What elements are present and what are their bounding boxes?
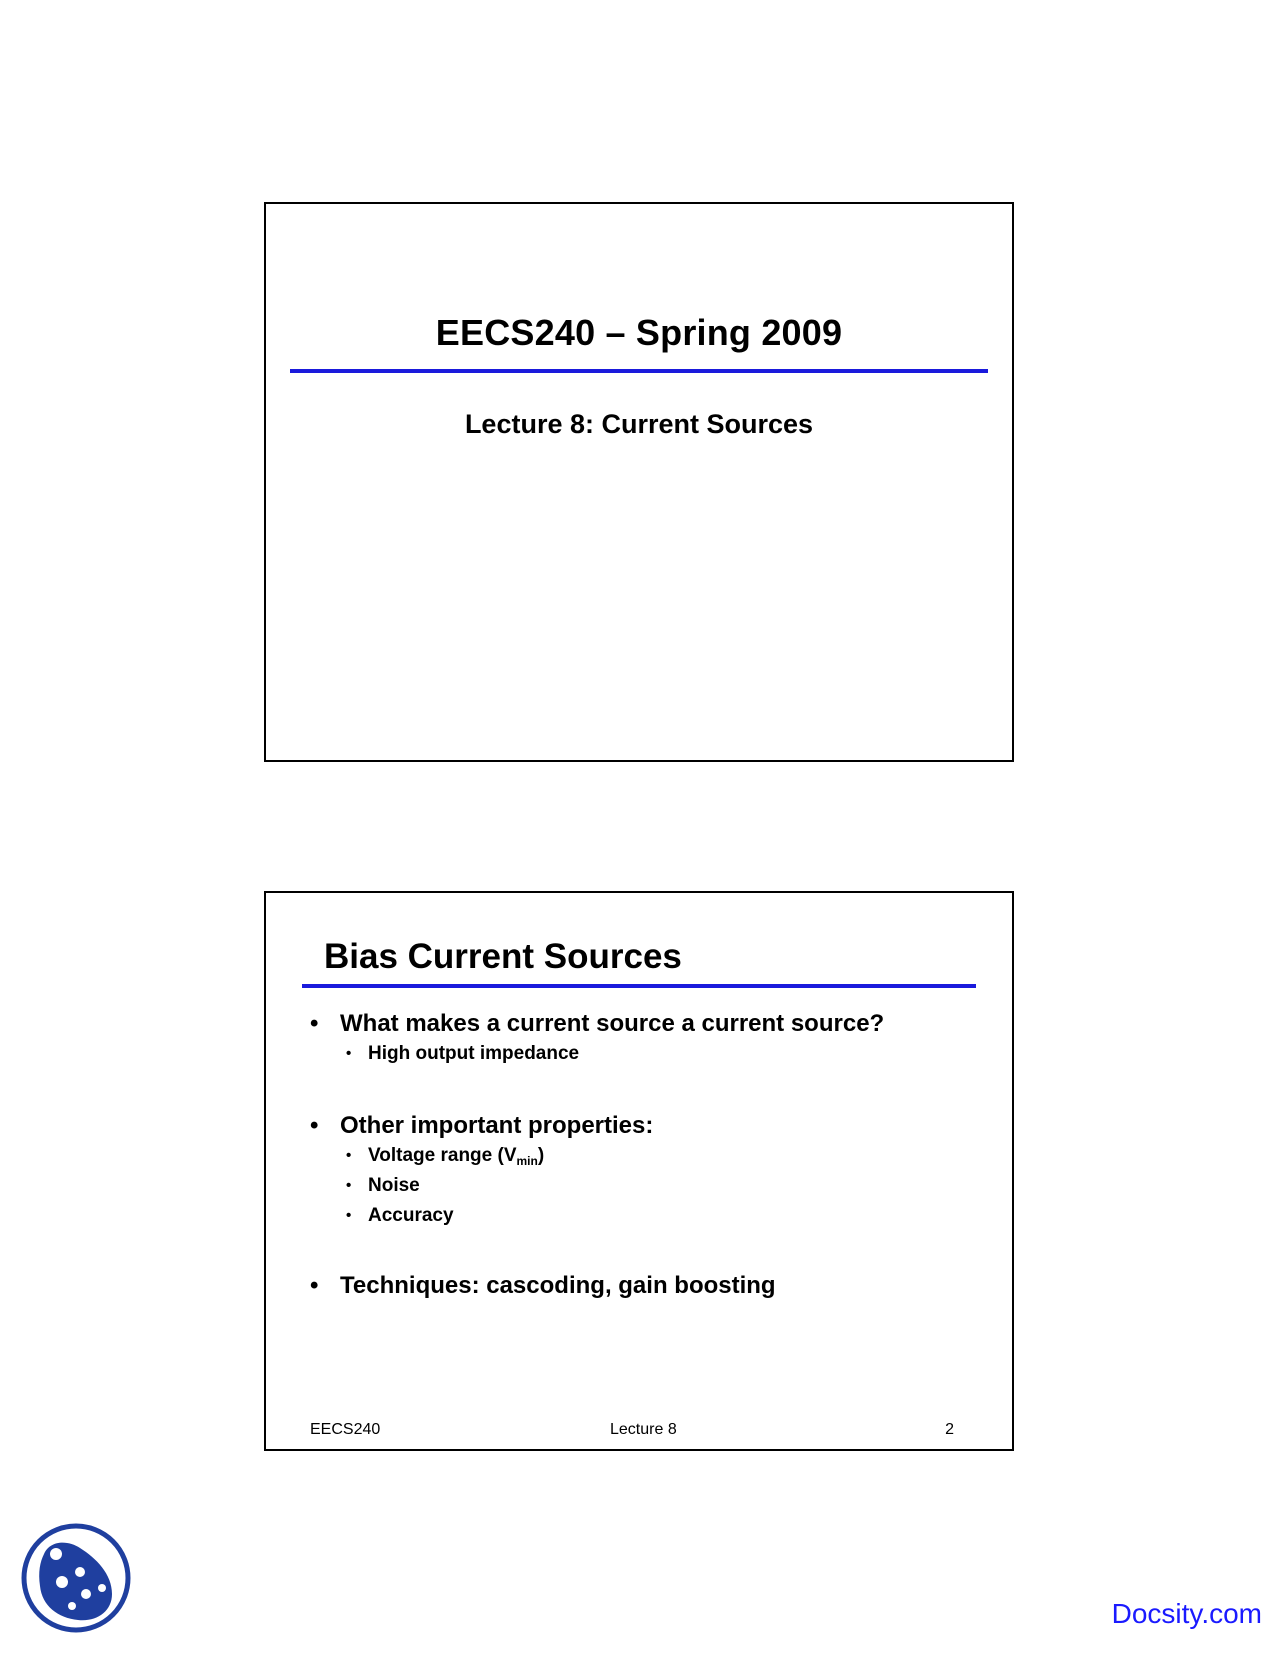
list-item (346, 1039, 982, 1069)
footer-course: EECS240 (310, 1421, 381, 1438)
bullet-text: Accuracy (368, 1205, 454, 1226)
slide-1-title: EECS240 – Spring 2009 (435, 312, 843, 353)
bullet-icon: • (310, 1112, 319, 1139)
bullet-text: Noise (368, 1175, 420, 1196)
subscript-min: min (516, 1154, 538, 1168)
list-item (310, 1111, 982, 1141)
list-item (346, 1141, 982, 1171)
bullet-text: What makes a current source a current source? (340, 1010, 885, 1037)
bullet-list (310, 1009, 982, 1301)
footer-page-number: 2 (945, 1421, 954, 1438)
slide-1-subtitle: Lecture 8: Current Sources (464, 409, 814, 439)
bullet-icon: • (346, 1207, 352, 1224)
bullet-text-suffix: ) (537, 1145, 545, 1166)
slide-1 (264, 202, 1014, 762)
list-item (310, 1271, 982, 1301)
title-rule (302, 984, 976, 988)
list-item (310, 1009, 982, 1039)
bullet-icon: • (346, 1045, 352, 1062)
title-rule (290, 369, 988, 373)
footer-lecture: Lecture 8 (610, 1421, 677, 1438)
slide-2 (264, 891, 1014, 1451)
list-item (346, 1201, 982, 1231)
slide-2-title: Bias Current Sources (324, 937, 682, 976)
bullet-text-prefix: Voltage range (V (368, 1145, 517, 1166)
docsity-logo-icon (20, 1522, 132, 1634)
list-item (346, 1171, 982, 1201)
bullet-icon: • (346, 1177, 352, 1194)
bullet-icon: • (310, 1010, 319, 1037)
bullet-text: High output impedance (368, 1043, 580, 1064)
bullet-text: Other important properties: (340, 1112, 654, 1139)
bullet-text: Techniques: cascoding, gain boosting (340, 1272, 776, 1299)
bullet-icon: • (310, 1272, 319, 1299)
bullet-icon: • (346, 1147, 352, 1164)
docsity-brand-link[interactable]: Docsity.com (1111, 1598, 1262, 1629)
